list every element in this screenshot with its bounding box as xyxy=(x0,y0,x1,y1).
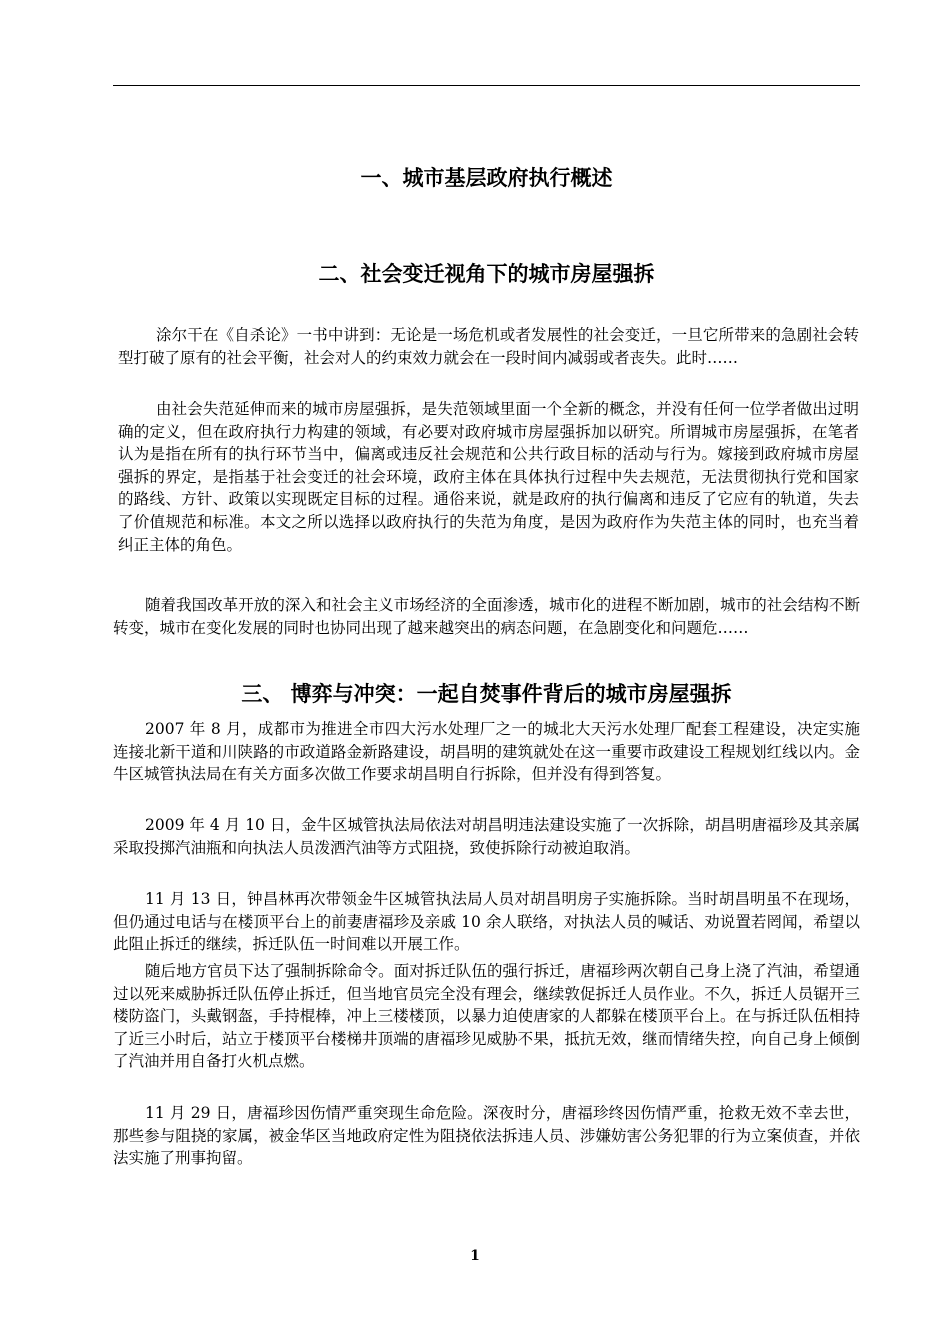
paragraph: 由社会失范延伸而来的城市房屋强拆，是失范领域里面一个全新的概念，并没有任何一位学者做出过明确的定义，但在政府执行力构建的领域，有必要对政府城市房屋强拆加以研究。所谓城市房屋强拆，在笔者认为是指在所有的执行环节当中，偏离或违反社会规范和公共行政目标的活动与行为。嫁接到政府城市房屋强拆的界定，是指基于社会变迁的社会环境，政府主体在具体执行过程中失去规范，无法贯彻执行党和国家的路线、方针、政策以实现既定目标的过程。通俗来说，就是政府的执行偏离和违反了它应有的轨道，失去了价值规范和标准。本文之所以选择以政府执行的失范为角度，是因为政府作为失范主体的同时，也充当着纠正主体的角色。 xyxy=(118,400,859,554)
paragraph: 2007 年 8 月，成都市为推进全市四大污水处理厂之一的城北大天污水处理厂配套工程建设，决定实施连接北新干道和川陕路的市政道路金新路建设，胡昌明的建筑就处在这一重要市政建设工程规划红线以内。金牛区城管执法局在有关方面多次做工作要求胡昌明自行拆除，但并没有得到答复。 xyxy=(113,720,860,784)
paragraph: 随后地方官员下达了强制拆除命令。面对拆迁队伍的强行拆迁，唐福珍两次朝自己身上浇了汽油，希望通过以死来威胁拆迁队伍停止拆迁，但当地官员完全没有理会，继续敦促拆迁人员作业。不久，拆迁人员锯开三楼防盗门，头戴钢盔，手持棍棒，冲上三楼楼顶，以暴力迫使唐家的人都躲在楼顶平台上。在与拆迁队伍相持了近三小时后，站立于楼顶平台楼梯井顶端的唐福珍见威胁不果，抵抗无效，继而情绪失控，向自己身上倾倒了汽油并用自备打火机点燃。 xyxy=(113,962,860,1071)
paragraph: 11 月 13 日，钟昌林再次带领金牛区城管执法局人员对胡昌明房子实施拆除。当时胡昌明虽不在现场，但仍通过电话与在楼顶平台上的前妻唐福珍及亲戚 10 余人联络，对执法人员的喊话、劝说置若罔闻，希望以此阻止拆迁的继续，拆迁队伍一时间难以开展工作。 xyxy=(113,890,860,954)
paragraph: 随着我国改革开放的深入和社会主义市场经济的全面渗透，城市化的进程不断加剧，城市的社会结构不断转变，城市在变化发展的同时也协同出现了越来越突出的病态问题，在急剧变化和问题危…… xyxy=(113,596,860,637)
paragraph: 涂尔干在《自杀论》一书中讲到：无论是一场危机或者发展性的社会变迁，一旦它所带来的急剧社会转型打破了原有的社会平衡，社会对人的约束效力就会在一段时间内减弱或者丧失。此时…… xyxy=(118,326,859,367)
heading-section-1: 一、城市基层政府执行概述 xyxy=(360,166,613,190)
paragraph: 11 月 29 日，唐福珍因伤情严重突现生命危险。深夜时分，唐福珍终因伤情严重，抢救无效不幸去世，那些参与阻挠的家属，被金华区当地政府定性为阻挠依法拆违人员、涉嫌妨害公务犯罪的行为立案侦查，并依法实施了刑事拘留。 xyxy=(113,1104,860,1168)
heading-section-2: 二、社会变迁视角下的城市房屋强拆 xyxy=(318,262,655,286)
header-rule xyxy=(113,85,860,86)
page-number: 1 xyxy=(470,1248,480,1264)
heading-section-3: 三、 博弈与冲突：一起自焚事件背后的城市房屋强拆 xyxy=(241,682,732,706)
paragraph: 2009 年 4 月 10 日，金牛区城管执法局依法对胡昌明违法建设实施了一次拆除，胡昌明唐福珍及其亲属采取投掷汽油瓶和向执法人员泼洒汽油等方式阻挠，致使拆除行动被迫取消。 xyxy=(113,816,860,857)
